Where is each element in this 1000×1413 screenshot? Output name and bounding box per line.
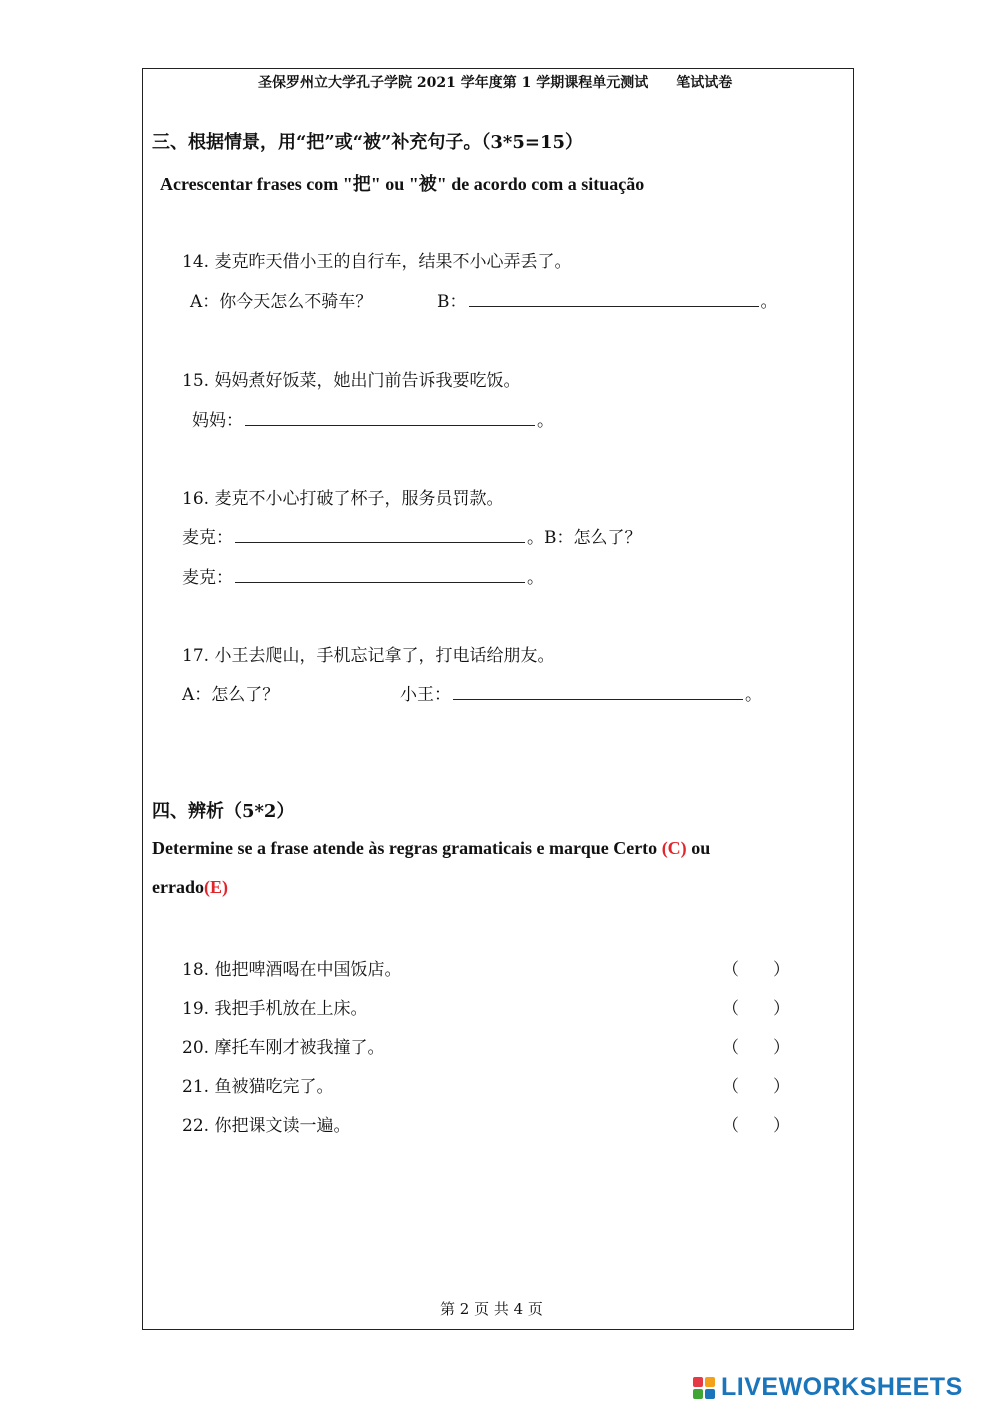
answer-paren-22[interactable]: （ ） bbox=[722, 1116, 790, 1136]
section3-subtitle: Acrescentar frases com "把" ou "被" de acordo com a situação bbox=[160, 174, 645, 194]
answer-paren-21[interactable]: （ ） bbox=[722, 1077, 790, 1097]
question-14-answer-row bbox=[437, 287, 778, 312]
answer-paren-18[interactable]: （ ） bbox=[722, 960, 790, 980]
judge-item-22: 22. 你把课文读一遍。 bbox=[182, 1116, 351, 1136]
page-footer: 第 2 页 共 4 页 bbox=[440, 1300, 543, 1318]
question-14-end: 。 bbox=[760, 292, 778, 312]
section4-title: 四、辨析（5*2） bbox=[152, 801, 295, 822]
page-header: 圣保罗州立大学孔子学院 2021 学年度第 1 学期课程单元测试 笔试试卷 bbox=[258, 75, 733, 91]
certo-mark: (C) bbox=[661, 838, 687, 858]
answer-blank-14[interactable] bbox=[469, 290, 759, 307]
question-17-line-a: A：怎么了？ bbox=[182, 685, 280, 705]
question-16: 16. 麦克不小心打破了杯子，服务员罚款。 bbox=[182, 489, 504, 509]
errado-mark: (E) bbox=[203, 877, 228, 897]
question-14: 14. 麦克昨天借小王的自行车，结果不小心弄丢了。 bbox=[182, 252, 572, 272]
judge-item-21: 21. 鱼被猫吃完了。 bbox=[182, 1077, 334, 1097]
question-16-speaker-2: 麦克： bbox=[182, 568, 233, 588]
question-15-end: 。 bbox=[537, 411, 554, 431]
question-16-line1-end: 。B：怎么了？ bbox=[527, 528, 642, 548]
question-17: 17. 小王去爬山，手机忘记拿了，打电话给朋友。 bbox=[182, 646, 555, 666]
logo-text: LIVEWORKSHEETS bbox=[721, 1373, 963, 1401]
logo-squares-icon bbox=[693, 1377, 715, 1399]
liveworksheets-logo[interactable] bbox=[693, 1373, 963, 1402]
question-16-speaker-1: 麦克： bbox=[182, 528, 233, 548]
answer-blank-16a[interactable] bbox=[235, 526, 525, 543]
instruction-errado: errado bbox=[152, 877, 204, 897]
answer-blank-17[interactable] bbox=[453, 683, 743, 700]
question-16-answer-row-1 bbox=[182, 523, 642, 548]
answer-paren-19[interactable]: （ ） bbox=[722, 999, 790, 1019]
answer-blank-16b[interactable] bbox=[235, 566, 525, 583]
question-16-answer-row-2 bbox=[182, 563, 544, 588]
instruction-ou: ou bbox=[686, 838, 711, 858]
answer-blank-15[interactable] bbox=[245, 409, 535, 426]
instruction-text: Determine se a frase atende às regras gramaticais e marque Certo bbox=[152, 838, 662, 858]
section4-instruction-line2 bbox=[152, 877, 228, 898]
section3-title: 三、根据情景，用“把”或“被”补充句子。（3*5=15） bbox=[152, 132, 584, 153]
question-17-end: 。 bbox=[745, 685, 762, 705]
judge-item-19: 19. 我把手机放在上床。 bbox=[182, 999, 368, 1019]
question-17-speaker: 小王： bbox=[400, 685, 451, 705]
question-15-answer-row bbox=[192, 406, 554, 431]
judge-item-20: 20. 摩托车刚才被我撞了。 bbox=[182, 1038, 385, 1058]
question-15-speaker: 妈妈： bbox=[192, 411, 243, 431]
question-14-line-a: A：你今天怎么不骑车？ bbox=[190, 292, 373, 312]
question-14-speaker-b: B： bbox=[437, 292, 467, 312]
judge-item-18: 18. 他把啤酒喝在中国饭店。 bbox=[182, 960, 402, 980]
section4-instruction-line1 bbox=[152, 838, 710, 859]
question-15: 15. 妈妈煮好饭菜，她出门前告诉我要吃饭。 bbox=[182, 371, 521, 391]
answer-paren-20[interactable]: （ ） bbox=[722, 1038, 790, 1058]
question-16-line2-end: 。 bbox=[527, 568, 544, 588]
question-17-answer-row bbox=[400, 680, 762, 705]
